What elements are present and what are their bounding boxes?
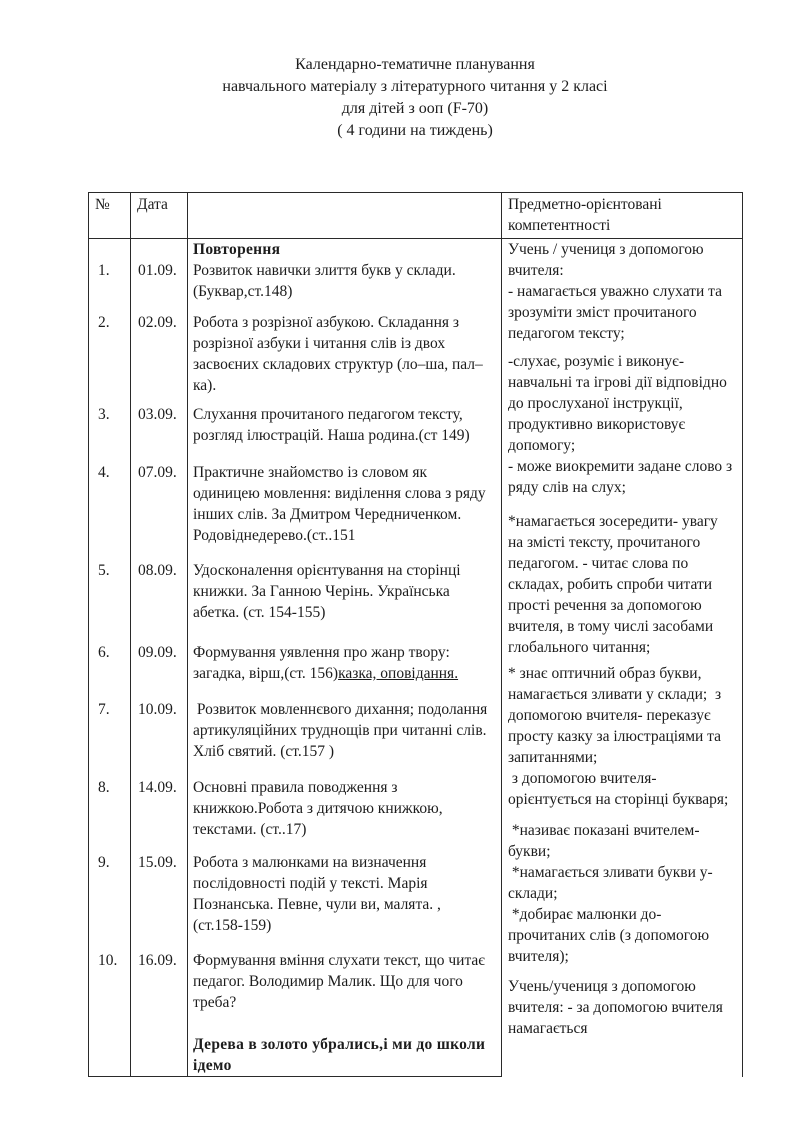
topic-text: Розвиток навички злиття букв у склади. (Буквар,ст.148) [193, 262, 460, 300]
competency-paragraph: Учень / учениця з допомогою вчителя: [508, 241, 708, 279]
title-line-4: ( 4 години на тиждень) [337, 122, 493, 139]
row-topic-cell [188, 462, 502, 560]
row-topic-cell [188, 777, 502, 852]
row-date-cell: 03.09. [131, 404, 188, 462]
row-topic-cell [188, 852, 502, 950]
table-header [89, 193, 743, 239]
competency-paragraph: - може виокремити задане слово з ряду слів на слух; [508, 458, 737, 496]
header-row [89, 193, 743, 239]
header-topic [188, 193, 502, 239]
row-topic-cell [188, 950, 502, 1077]
row-date-cell: 07.09. [131, 462, 188, 560]
row-topic-cell [188, 560, 502, 642]
row-date-cell: 16.09. [131, 950, 188, 1077]
title-line-1: Календарно-тематичне планування [295, 56, 535, 73]
title-line-2: навчального матеріалу з літературного читання у 2 класі [222, 78, 608, 95]
row-number-cell: 2. [89, 312, 131, 404]
row-number-cell: 5. [89, 560, 131, 642]
row-number-cell: 7. [89, 699, 131, 777]
competency-paragraph: *називає показані вчителем- букви; [508, 822, 704, 860]
section-heading: Повторення [193, 241, 281, 258]
topic-text: Основні правила поводження з книжкою.Робота з дитячою книжкою, текстами. (ст..17) [193, 779, 447, 838]
row-number-cell: 9. [89, 852, 131, 950]
topic-text [193, 642, 494, 684]
topic-text-normal: Формування уявлення про жанр твору: загадка, вірш,(ст. 156) [193, 644, 454, 682]
row-number-cell: 3. [89, 404, 131, 462]
table-row [89, 239, 743, 313]
row-number-cell: 4. [89, 462, 131, 560]
row-number-cell: 8. [89, 777, 131, 852]
competency-paragraph: *намагається зливати букви у- склади; [508, 864, 717, 902]
row-number-cell: 10. [89, 950, 131, 1077]
topic-text: Слухання прочитаного педагогом тексту, розгляд ілюстрацій. Наша родина.(ст 149) [193, 406, 470, 444]
row-date-cell: 09.09. [131, 642, 188, 699]
header-number: № [89, 193, 131, 239]
topic-text: Формування вміння слухати текст, що читає педагог. Володимир Малик. Що для чого треба? [193, 952, 489, 1011]
competency-paragraph: -слухає, розуміє і виконує- навчальні та ігрові дії відповідно до прослуханої інструкції, продуктивно використовує допомогу; [508, 353, 731, 454]
topic-text: Робота з розрізної азбукою. Складання з розрізної азбуки і читання слів із двох засвоєних складових структур (ло–ша, пал–ка). [193, 314, 483, 394]
row-date-cell: 15.09. [131, 852, 188, 950]
competency-paragraph: Учень/учениця з допомогою вчителя: - за допомогою вчителя намагається [508, 978, 727, 1037]
title-line-3: для дітей з ооп (F-70) [341, 100, 489, 117]
row-date-cell: 08.09. [131, 560, 188, 642]
row-date-cell: 01.09. [131, 239, 188, 313]
row-number-cell: 1. [89, 239, 131, 313]
header-date: Дата [131, 193, 188, 239]
row-date-cell: 02.09. [131, 312, 188, 404]
topic-text: Розвиток мовленнєвого дихання; подолання артикуляційних труднощів при читанні слів. Хліб святий. (ст.157 ) [193, 701, 492, 760]
planning-table [88, 192, 743, 1077]
table-body [89, 239, 743, 1077]
competency-paragraph: * знає оптичний образ букви, намагається зливати у склади; з допомогою вчителя- переказує просту казку за ілюстраціями та запитаннями; [508, 665, 725, 766]
header-competencies: Предметно-орієнтовані компетентності [502, 193, 743, 239]
document-title [88, 0, 742, 142]
row-number-cell: 6. [89, 642, 131, 699]
row-topic-cell [188, 404, 502, 462]
competencies-cell [502, 239, 743, 1077]
topic-text: Практичне знайомство із словом як одиницею мовлення: виділення слова з ряду інших слів. За Дмитром Чередниченком. Родовіднедерево.(ст..151 [193, 464, 490, 544]
topic-text: Удосконалення орієнтування на сторінці книжки. За Ганною Черінь. Українська абетка. (ст. 154-155) [193, 562, 465, 621]
competency-paragraph: *добирає малюнки до- прочитаних слів (з допомогою вчителя); [508, 906, 713, 965]
row-topic-cell [188, 239, 502, 313]
topic-text-underlined: казка, оповідання. [338, 665, 459, 682]
competency-paragraph: - намагається уважно слухати та зрозуміти зміст прочитаного педагогом тексту; [508, 283, 726, 342]
competency-paragraph: *намагається зосередити- увагу на змісті тексту, прочитаного педагогом. - читає слова по складах, робить спроби читати прості речення за допомогою вчителя, в тому числі засобами глобального читання; [508, 513, 722, 656]
topic-text: Робота з малюнками на визначення послідовності подій у тексті. Марія Познанська. Певне, чули ви, малята. , (ст.158-159) [193, 854, 445, 934]
row-date-cell: 14.09. [131, 777, 188, 852]
competency-paragraph: з допомогою вчителя- орієнтується на сторінці букваря; [508, 770, 729, 808]
row-date-cell: 10.09. [131, 699, 188, 777]
row-topic-cell [188, 642, 502, 699]
row-topic-cell [188, 699, 502, 777]
bold-section-note: Дерева в золото убрались,і ми до школи ідемо [193, 1036, 490, 1074]
row-topic-cell [188, 312, 502, 404]
